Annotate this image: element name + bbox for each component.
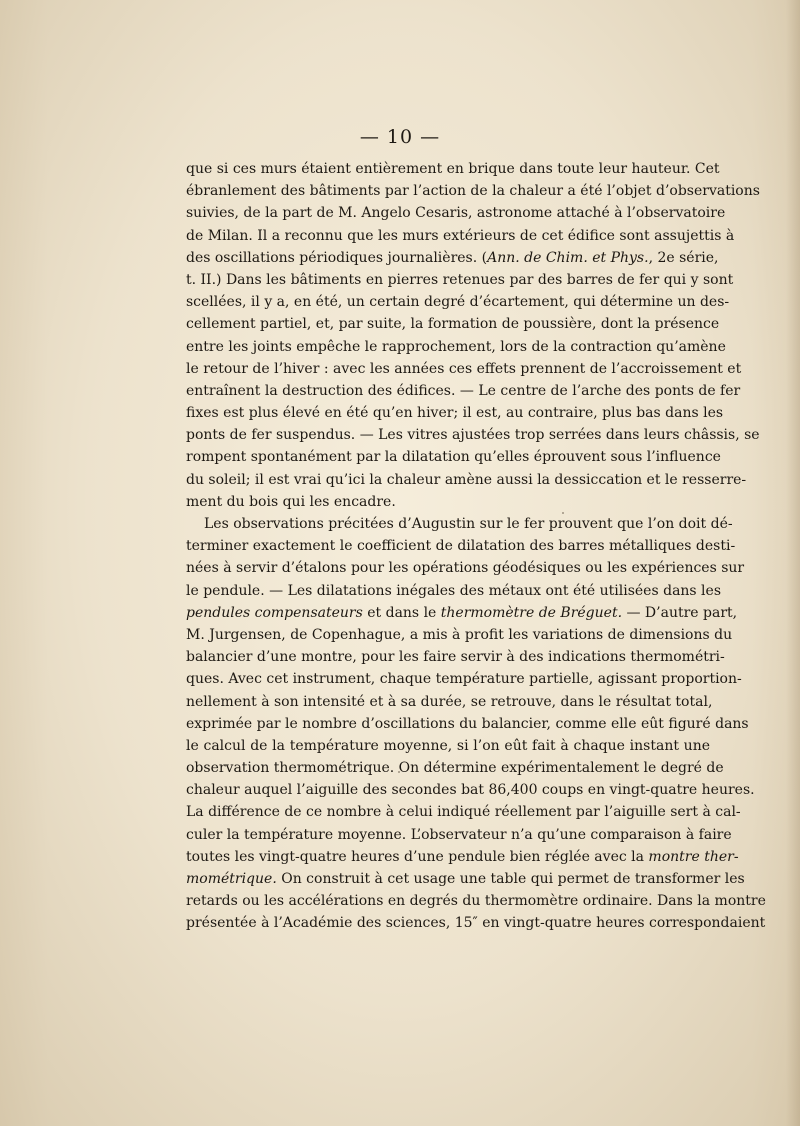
- text-line: [186, 225, 735, 247]
- text-line: [186, 402, 724, 424]
- text-line: [186, 469, 747, 491]
- text-line: [186, 713, 749, 735]
- text-line: [186, 269, 734, 291]
- text-run: terminer exactement le coefficient de dilatation des barres métalliques desti-: [186, 538, 736, 555]
- text-run: balancier d’une montre, pour les faire servir à des indications thermométri-: [186, 649, 725, 666]
- text-run: culer la température moyenne. L’observateur n’a qu’une comparaison à faire: [186, 826, 732, 843]
- text-line: [186, 313, 720, 335]
- text-line: [186, 336, 726, 358]
- text-line: [186, 535, 736, 557]
- text-run: ment du bois qui les encadre.: [186, 493, 396, 510]
- text-run: des oscillations périodiques journalières. (: [186, 249, 488, 266]
- text-line: [186, 291, 730, 313]
- text-run: ques. Avec cet instrument, chaque température partielle, agissant proportion-: [186, 671, 742, 688]
- text-line: [186, 691, 713, 713]
- text-line: [186, 735, 710, 757]
- italic-text: mométrique.: [186, 871, 277, 887]
- text-line: [186, 158, 720, 180]
- text-line: [186, 824, 732, 846]
- italic-text: Ann. de Chim. et Phys.: [487, 249, 649, 266]
- text-run: nellement à son intensité et à sa durée, se retrouve, dans le résultat total,: [186, 693, 713, 710]
- text-line: [186, 668, 742, 690]
- text-line: [186, 624, 733, 646]
- text-line: [186, 446, 721, 468]
- text-run: et dans le: [362, 604, 441, 621]
- text-run: du soleil; il est vrai qu’ici la chaleur amène aussi la dessiccation et le resserre-: [186, 471, 747, 488]
- text-run: entre les joints empêche le rapprochement, lors de la contraction qu’amène: [186, 338, 726, 355]
- text-line: [186, 646, 725, 668]
- italic-text: thermomètre de Bréguet.: [440, 604, 623, 621]
- text-run: , 2e série,: [648, 249, 719, 266]
- text-run: que si ces murs étaient entièrement en brique dans toute leur hauteur. Cet: [186, 161, 720, 177]
- text-run: entraînent la destruction des édifices. — Le centre de l’arche des ponts de fer: [186, 382, 741, 399]
- text-run: fixes est plus élevé en été qu’en hiver; il est, au contraire, plus bas dans les: [186, 405, 724, 422]
- text-line: [186, 202, 726, 224]
- text-run: t. II.) Dans les bâtiments en pierres retenues par des barres de fer qui y sont: [186, 271, 734, 288]
- text-line: [186, 890, 766, 912]
- italic-text: montre ther-: [648, 848, 739, 865]
- text-line: [186, 580, 722, 602]
- text-line: [186, 868, 745, 890]
- text-run: chaleur auquel l’aiguille des secondes bat 86,400 coups en vingt-quatre heures.: [186, 782, 755, 799]
- text-run: le pendule. — Les dilatations inégales des métaux ont été utilisées dans les: [186, 582, 722, 599]
- text-run: suivies, de la part de M. Angelo Cesaris, astronome attaché à l’observatoire: [186, 205, 726, 222]
- text-run: On construit à cet usage une table qui permet de transformer les: [276, 871, 745, 887]
- text-line: [186, 513, 733, 535]
- text-line: [186, 380, 741, 402]
- text-run: M. Jurgensen, de Copenhague, a mis à profit les variations de dimensions du: [186, 626, 733, 643]
- text-run: rompent spontanément par la dilatation qu’elles éprouvent sous l’influence: [186, 449, 721, 466]
- text-run: — D’autre part,: [622, 604, 738, 621]
- page-number: — 10 —: [359, 126, 441, 148]
- text-run: La différence de ce nombre à celui indiqué réellement par l’aiguille sert à cal-: [186, 804, 741, 821]
- italic-text: pendules compensateurs: [186, 604, 363, 621]
- text-line: [186, 779, 755, 801]
- text-line: [186, 247, 719, 269]
- text-run: observation thermométrique. On détermine expérimentalement le degré de: [186, 760, 724, 777]
- text-run: le retour de l’hiver : avec les années ces effets prennent de l’accroissement et: [186, 360, 742, 377]
- text-line: [186, 180, 760, 202]
- page-edge-shadow: [786, 0, 800, 1126]
- text-run: cellement partiel, et, par suite, la formation de poussière, dont la présence: [186, 316, 720, 333]
- text-line: [186, 358, 742, 380]
- text-line: [186, 757, 724, 779]
- text-run: exprimée par le nombre d’oscillations du balancier, comme elle eût figuré dans: [186, 715, 749, 732]
- text-line: [186, 491, 710, 513]
- text-line: [186, 846, 739, 868]
- text-run: de Milan. Il a reconnu que les murs extérieurs de cet édifice sont assujettis à: [186, 227, 735, 244]
- text-line: [186, 912, 766, 934]
- text-line: [186, 424, 760, 446]
- text-line: [186, 801, 741, 823]
- text-run: retards ou les accélérations en degrés du thermomètre ordinaire. Dans la montre: [186, 893, 766, 910]
- body-text: [186, 158, 766, 935]
- text-run: nées à servir d’étalons pour les opérations géodésiques ou les expériences sur: [186, 560, 745, 577]
- text-line: [186, 602, 738, 624]
- text-run: toutes les vingt-quatre heures d’une pendule bien réglée avec la: [186, 848, 649, 865]
- text-run: le calcul de la température moyenne, si l’on eût fait à chaque instant une: [186, 737, 710, 754]
- text-run: présentée à l’Académie des sciences, 15″ en vingt-quatre heures correspondaient: [186, 915, 766, 932]
- text-line: [186, 557, 745, 579]
- text-run: Les observations précitées d’Augustin sur le fer prouvent que l’on doit dé-: [204, 516, 733, 532]
- text-run: ébranlement des bâtiments par l’action de la chaleur a été l’objet d’observations: [186, 183, 760, 200]
- text-run: ponts de fer suspendus. — Les vitres ajustées trop serrées dans leurs châssis, se: [186, 427, 760, 444]
- text-run: scellées, il y a, en été, un certain degré d’écartement, qui détermine un des-: [186, 294, 730, 311]
